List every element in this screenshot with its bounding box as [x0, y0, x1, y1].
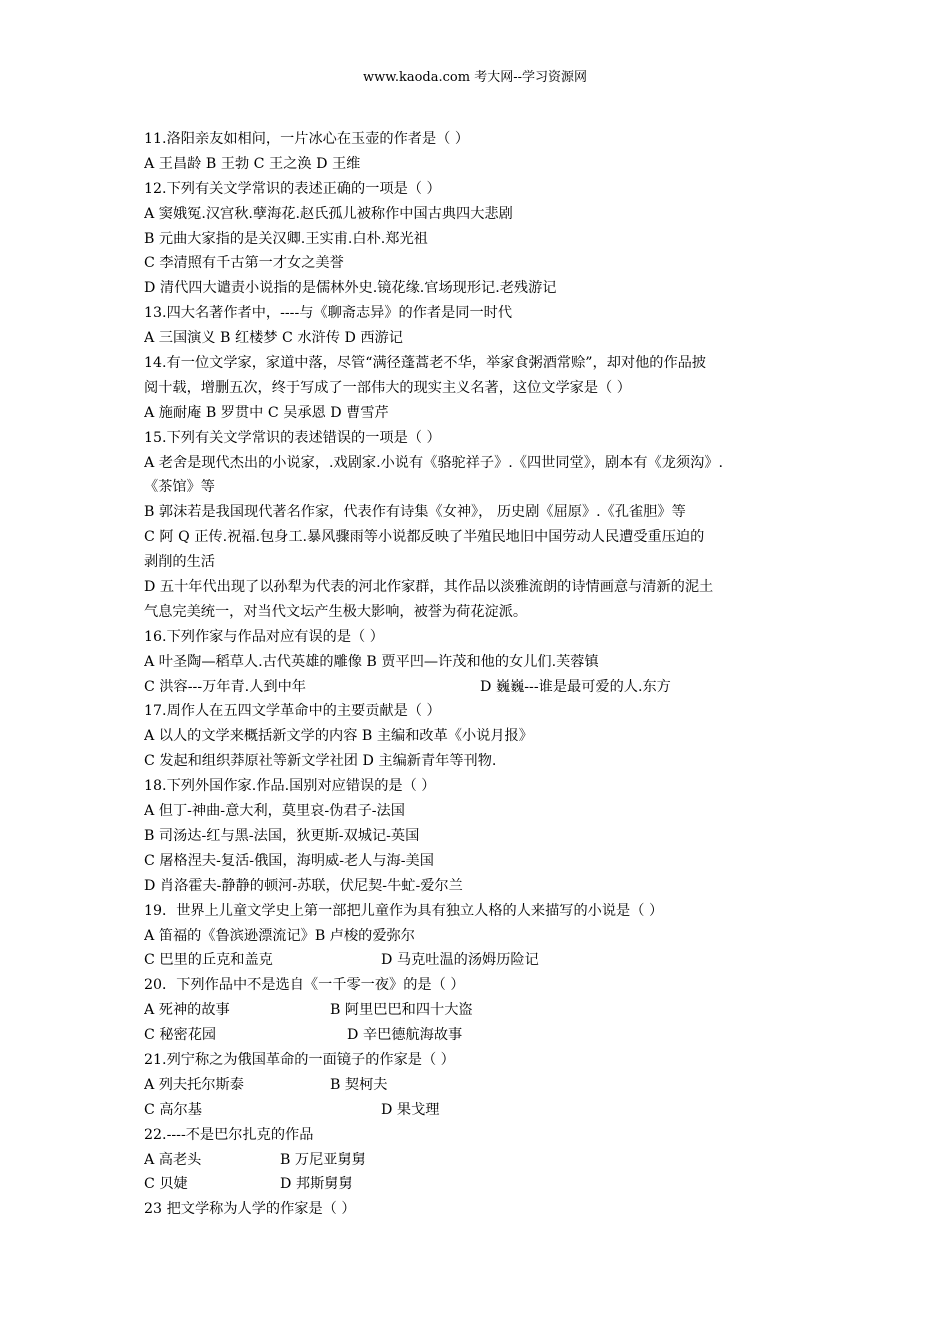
line-text: 14.有一位文学家，家道中落，尽管“满径蓬蒿老不华，举家食粥酒常赊”，却对他的作品披: [144, 355, 707, 372]
line-text: C 巴里的丘克和盖克: [144, 952, 273, 969]
line-text: A 王昌龄 B 王勃 C 王之涣 D 王维: [144, 155, 361, 172]
text-line: [144, 251, 824, 276]
line-text: C 高尔基: [144, 1101, 202, 1118]
line-text: A 但丁-神曲-意大利，莫里哀-伪君子-法国: [144, 803, 405, 820]
text-line: [144, 1023, 824, 1048]
text-line: [144, 973, 824, 998]
text-line: [144, 1123, 824, 1148]
text-line: [144, 475, 824, 500]
line-text: B 郭沫若是我国现代著名作家，代表作有诗集《女神》， 历史剧《屈原》.《孔雀胆》等: [144, 504, 686, 521]
text-line: [144, 824, 824, 849]
text-line: [144, 376, 824, 401]
text-line: [144, 1197, 824, 1222]
line-text: A 列夫托尔斯泰: [144, 1076, 244, 1093]
line-text: A 笛福的《鲁滨逊漂流记》B 卢梭的爱弥尔: [144, 927, 415, 944]
line-text: 13.四大名著作者中，----与《聊斋志异》的作者是同一时代: [144, 305, 513, 322]
line-text: A 高老头: [144, 1151, 202, 1168]
text-line: [144, 874, 824, 899]
text-line: [144, 152, 824, 177]
line-text: A 以人的文学来概括新文学的内容 B 主编和改革《小说月报》: [144, 728, 533, 745]
question-list: [144, 127, 824, 1222]
line-text: C 秘密花园: [144, 1027, 217, 1044]
text-line: [144, 650, 824, 675]
line-text: A 窦娥冤.汉宫秋.孽海花.赵氏孤儿被称作中国古典四大悲剧: [144, 205, 513, 222]
page-header: www.kaoda.com 考大网--学习资源网: [363, 70, 587, 85]
line-text: 15.下列有关文学常识的表述错误的一项是（ ）: [144, 429, 441, 446]
line-text: 16.下列作家与作品对应有误的是（ ）: [144, 628, 384, 645]
line-text: 剥削的生活: [144, 554, 215, 571]
line-text: 21.列宁称之为俄国革命的一面镜子的作家是（ ）: [144, 1051, 455, 1068]
text-line: [144, 326, 824, 351]
line-text: 《茶馆》等: [144, 479, 215, 496]
line-text: B 元曲大家指的是关汉卿.王实甫.白朴.郑光祖: [144, 230, 428, 247]
line-text: A 叶圣陶—稻草人.古代英雄的雕像 B 贾平凹—许茂和他的女儿们.芙蓉镇: [144, 653, 599, 670]
text-line: [144, 127, 824, 152]
line-text: C 李清照有千古第一才女之美誉: [144, 255, 344, 272]
text-line: [144, 724, 824, 749]
line-text: 11.洛阳亲友如相问，一片冰心在玉壶的作者是（ ）: [144, 131, 470, 147]
text-line: [144, 799, 824, 824]
line-text: C 洪容---万年青.人到中年: [144, 678, 306, 695]
line-text-column2: B 阿里巴巴和四十大盗: [330, 1002, 473, 1019]
text-line: [144, 600, 824, 625]
line-text: 23 把文学称为人学的作家是（ ）: [144, 1201, 356, 1218]
text-line: [144, 451, 824, 476]
text-line: [144, 177, 824, 202]
line-text: C 屠格涅夫-复活-俄国，海明威-老人与海-美国: [144, 852, 434, 869]
line-text: 18.下列外国作家.作品.国别对应错误的是（ ）: [144, 778, 436, 795]
line-text: A 死神的故事: [144, 1002, 230, 1019]
line-text-column2: B 契柯夫: [330, 1076, 388, 1093]
line-text: 20．下列作品中不是选自《一千零一夜》的是（ ）: [144, 977, 465, 994]
line-text: 22.----不是巴尔扎克的作品: [144, 1126, 314, 1143]
line-text: C 阿 Q 正传.祝福.包身工.暴风骤雨等小说都反映了半殖民地旧中国劳动人民遭受重压迫的: [144, 529, 705, 546]
line-text: A 三国演义 B 红楼梦 C 水浒传 D 西游记: [144, 330, 403, 347]
text-line: [144, 500, 824, 525]
text-line: [144, 1098, 824, 1123]
line-text: B 司汤达-红与黑-法国，狄更斯-双城记-英国: [144, 827, 420, 844]
line-text: 19．世界上儿童文学史上第一部把儿童作为具有独立人格的人来描写的小说是（ ）: [144, 902, 664, 919]
line-text: D 五十年代出现了以孙犁为代表的河北作家群，其作品以淡雅流朗的诗情画意与清新的泥土: [144, 579, 714, 596]
text-line: [144, 227, 824, 252]
text-line: [144, 749, 824, 774]
line-text: A 施耐庵 B 罗贯中 C 吴承恩 D 曹雪芹: [144, 404, 389, 421]
line-text: C 发起和组织莽原社等新文学社团 D 主编新青年等刊物.: [144, 753, 497, 770]
text-line: [144, 575, 824, 600]
line-text-column2: D 果戈理: [381, 1101, 440, 1118]
text-line: [144, 774, 824, 799]
line-text: 阅十载，增删五次，终于写成了一部伟大的现实主义名著，这位文学家是（ ）: [144, 379, 631, 396]
line-text: 17.周作人在五四文学革命中的主要贡献是（ ）: [144, 703, 441, 720]
text-line: [144, 899, 824, 924]
line-text: 气息完美统一，对当代文坛产生极大影响，被誉为荷花淀派。: [144, 603, 528, 620]
text-line: [144, 998, 824, 1023]
text-line: [144, 301, 824, 326]
text-line: [144, 401, 824, 426]
text-line: [144, 426, 824, 451]
line-text: C 贝婕: [144, 1176, 188, 1193]
line-text-column2: D 辛巴德航海故事: [347, 1027, 463, 1044]
text-line: [144, 699, 824, 724]
line-text: 12.下列有关文学常识的表述正确的一项是（ ）: [144, 180, 441, 197]
text-line: [144, 924, 824, 949]
line-text: A 老舍是现代杰出的小说家，.戏剧家.小说有《骆驼祥子》.《四世同堂》，剧本有《龙须沟》.: [144, 454, 724, 471]
line-text-column2: D 马克吐温的汤姆历险记: [381, 952, 539, 969]
text-line: [144, 276, 824, 301]
line-text: D 肖洛霍夫-静静的顿河-苏联，伏尼契-牛虻-爱尔兰: [144, 877, 463, 894]
text-line: [144, 1073, 824, 1098]
text-line: [144, 1172, 824, 1197]
line-text-column2: D 邦斯舅舅: [280, 1176, 353, 1193]
line-text-column2: D 巍巍---谁是最可爱的人.东方: [480, 678, 671, 695]
text-line: [144, 1048, 824, 1073]
text-line: [144, 525, 824, 550]
line-text: D 清代四大谴责小说指的是儒林外史.镜花缘.官场现形记.老残游记: [144, 280, 557, 297]
text-line: [144, 351, 824, 376]
text-line: [144, 675, 824, 700]
text-line: [144, 202, 824, 227]
text-line: [144, 948, 824, 973]
text-line: [144, 550, 824, 575]
text-line: [144, 1148, 824, 1173]
text-line: [144, 849, 824, 874]
text-line: [144, 625, 824, 650]
line-text-column2: B 万尼亚舅舅: [280, 1151, 366, 1168]
